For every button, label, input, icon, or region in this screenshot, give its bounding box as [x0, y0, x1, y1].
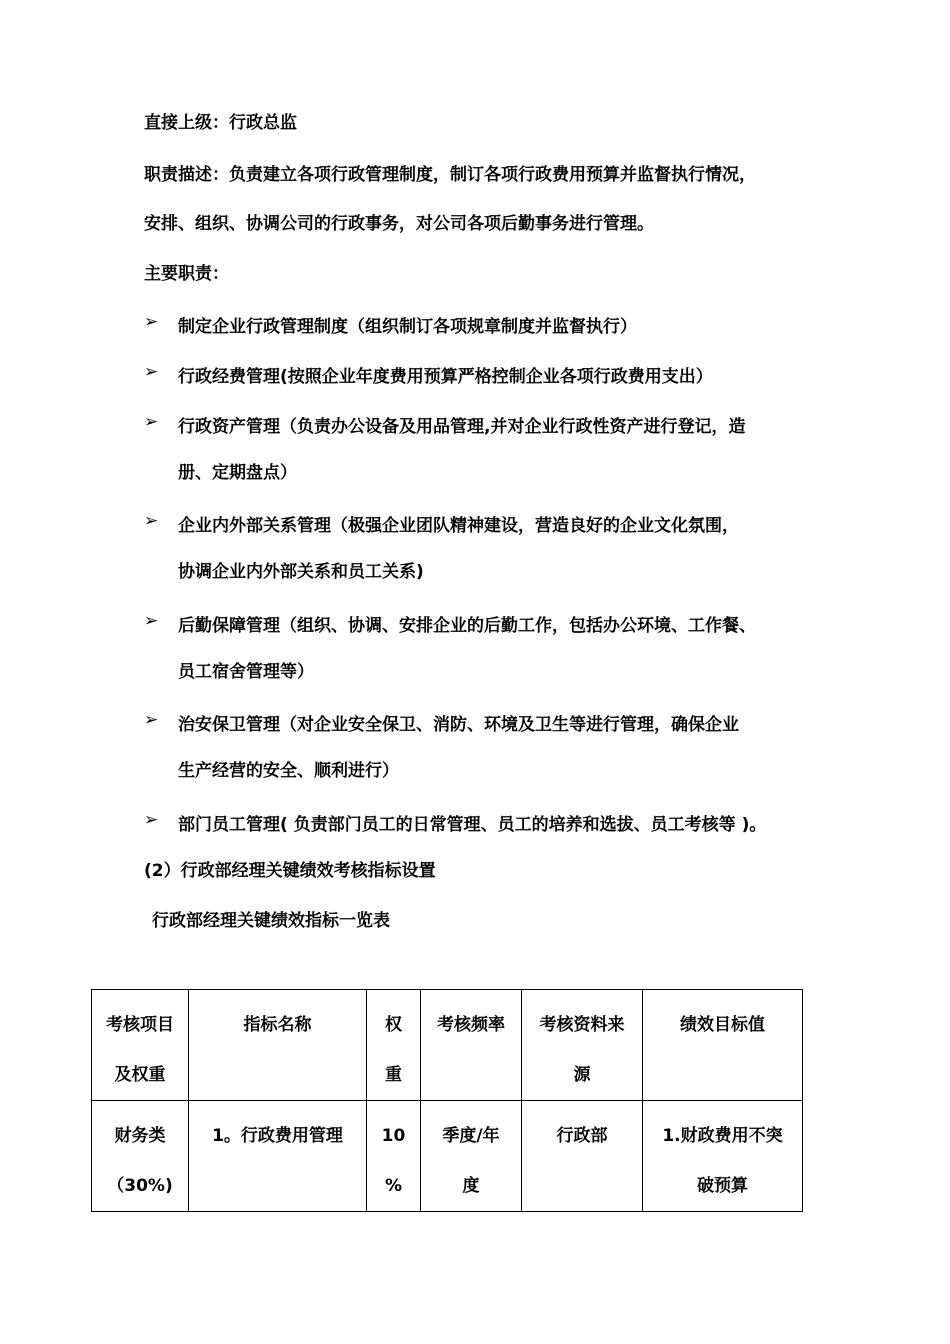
- header-line: 考核项目: [106, 1015, 174, 1035]
- header-line: 考核资料来: [539, 1015, 625, 1035]
- header-cell: [643, 990, 803, 1101]
- arrow-bullet-icon: ➢: [144, 710, 159, 730]
- table-row: [92, 1101, 803, 1212]
- supervisor-line: 直接上级：行政总监: [144, 113, 297, 133]
- header-line: 源: [573, 1065, 591, 1085]
- cell-line: 行政部: [556, 1126, 608, 1146]
- header-cell: [189, 990, 367, 1101]
- arrow-bullet-icon: ➢: [144, 611, 159, 631]
- duty-text: 行政资产管理（负责办公设备及用品管理,并对企业行政性资产进行登记，造: [178, 417, 746, 437]
- duty-text-continued: 协调企业内外部关系和员工关系): [178, 562, 424, 582]
- duty-text: 企业内外部关系管理（极强企业团队精神建设，营造良好的企业文化氛围，: [178, 516, 739, 536]
- header-line: 及权重: [114, 1065, 166, 1085]
- header-cell: [522, 990, 643, 1101]
- table-title: 行政部经理关键绩效指标一览表: [152, 911, 390, 931]
- main-duties-title: 主要职责：: [144, 264, 229, 284]
- header-cell: [367, 990, 421, 1101]
- duty-text-continued: 生产经营的安全、顺利进行）: [178, 761, 399, 781]
- table-cell: [189, 1101, 367, 1212]
- duty-text: 部门员工管理( 负责部门员工的日常管理、员工的培养和选拔、员工考核等 )。: [178, 815, 767, 835]
- cell-line: 破预算: [697, 1176, 748, 1196]
- table-cell: [92, 1101, 189, 1212]
- cell-line: 1。行政费用管理: [212, 1126, 343, 1146]
- arrow-bullet-icon: ➢: [144, 511, 159, 531]
- header-line: 绩效目标值: [680, 1015, 765, 1035]
- header-line: 指标名称: [243, 1015, 312, 1035]
- cell-line: %: [384, 1176, 403, 1196]
- cell-line: （30%): [107, 1176, 173, 1196]
- header-cell: [92, 990, 189, 1101]
- cell-line: 1.财政费用不突: [662, 1126, 783, 1146]
- arrow-bullet-icon: ➢: [144, 412, 159, 432]
- duty-text: 治安保卫管理（对企业安全保卫、消防、环境及卫生等进行管理，确保企业: [178, 715, 739, 735]
- cell-line: 度: [462, 1176, 480, 1196]
- header-cell: [421, 990, 522, 1101]
- section-title: (2）行政部经理关键绩效考核指标设置: [144, 861, 436, 881]
- cell-line: 季度/年: [442, 1126, 500, 1146]
- arrow-bullet-icon: ➢: [144, 810, 159, 830]
- duty-description-line2: 安排、组织、协调公司的行政事务，对公司各项后勤事务进行管理。: [144, 214, 654, 234]
- duty-text: 行政经费管理(按照企业年度费用预算严格控制企业各项行政费用支出）: [178, 367, 713, 387]
- arrow-bullet-icon: ➢: [144, 362, 159, 382]
- header-line: 考核频率: [437, 1015, 505, 1035]
- table-cell: [522, 1101, 643, 1212]
- table-cell: [367, 1101, 421, 1212]
- header-line: 重: [385, 1065, 402, 1085]
- duty-description-line1: 职责描述：负责建立各项行政管理制度，制订各项行政费用预算并监督执行情况，: [144, 165, 756, 185]
- duty-text-continued: 员工宿舍管理等）: [178, 662, 314, 682]
- table-cell: [421, 1101, 522, 1212]
- duty-text: 后勤保障管理（组织、协调、安排企业的后勤工作，包括办公环境、工作餐、: [178, 616, 756, 636]
- kpi-table: [91, 989, 803, 1212]
- duty-text-continued: 册、定期盘点）: [178, 463, 297, 483]
- cell-line: 10: [381, 1126, 406, 1146]
- duty-text: 制定企业行政管理制度（组织制订各项规章制度并监督执行）: [178, 317, 637, 337]
- header-line: 权: [385, 1015, 402, 1035]
- table-cell: [643, 1101, 803, 1212]
- table-header-row: [92, 990, 803, 1101]
- cell-line: 财务类: [114, 1126, 166, 1146]
- arrow-bullet-icon: ➢: [144, 312, 159, 332]
